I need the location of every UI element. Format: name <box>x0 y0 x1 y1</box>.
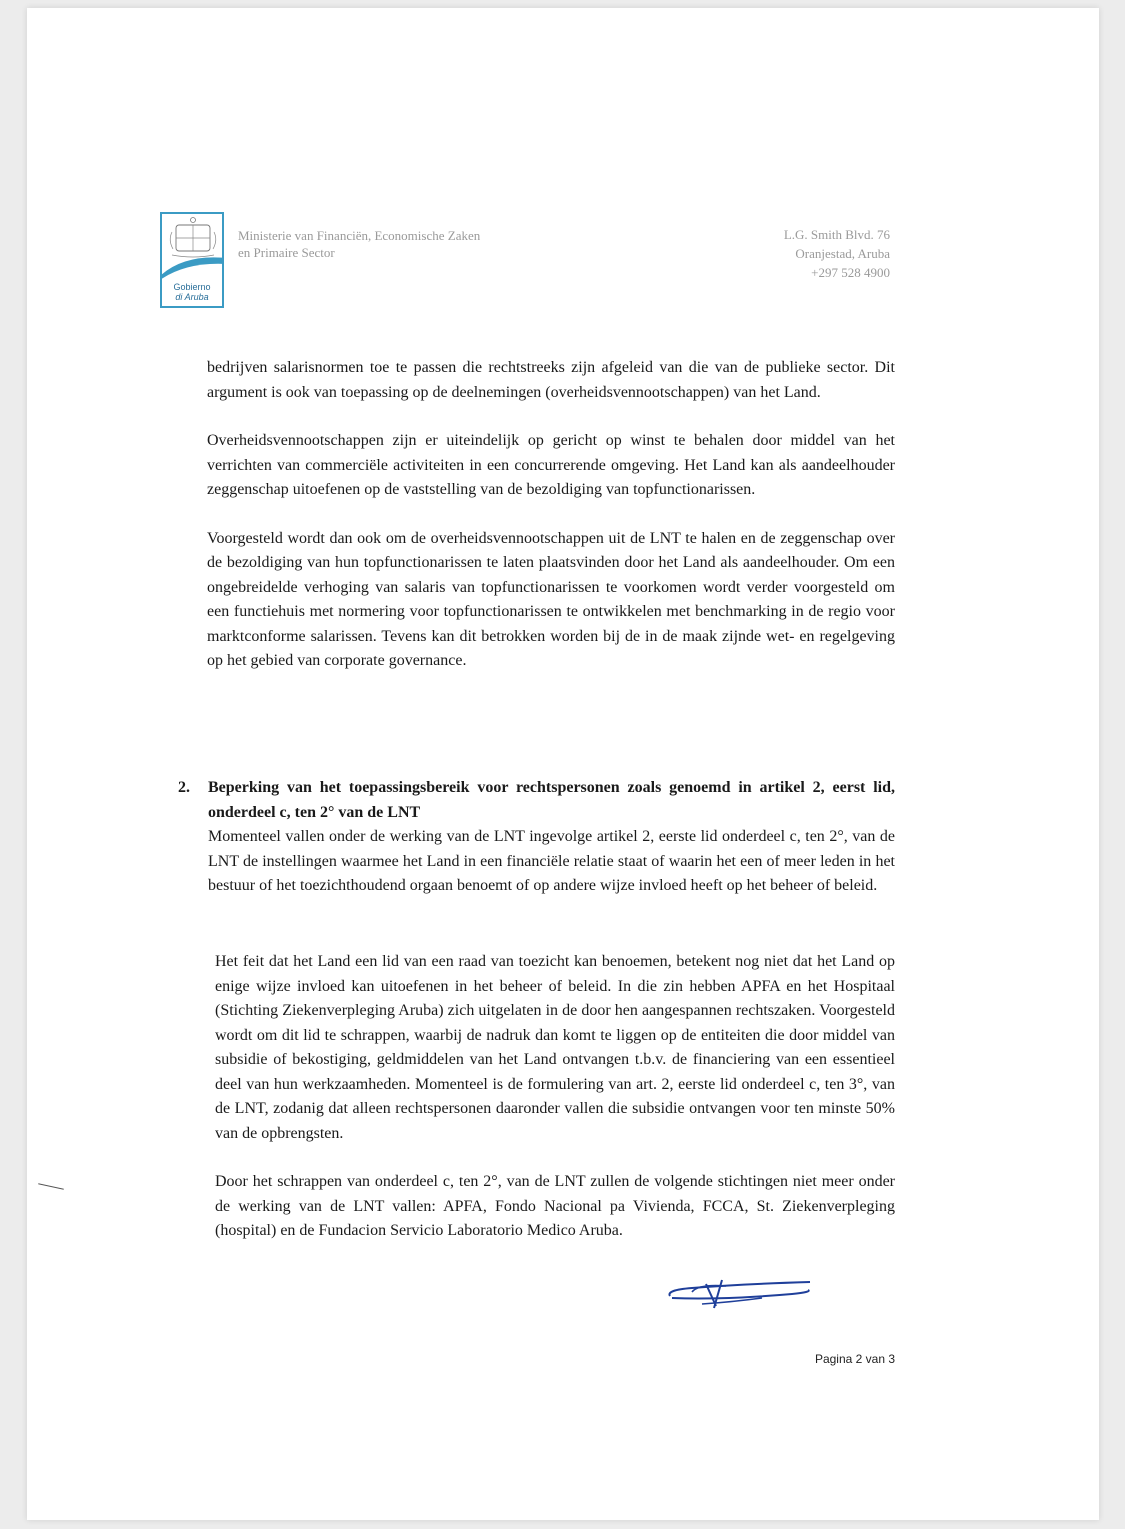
ministry-line1: Ministerie van Financiën, Economische Zaken <box>238 228 481 243</box>
logo-text-line2: di Aruba <box>175 292 209 302</box>
ministry-line2: en Primaire Sector <box>238 245 335 260</box>
gobierno-logo <box>160 212 224 308</box>
paragraph: Overheidsvennootschappen zijn er uiteindelijk op gericht op winst te behalen door middel van het verrichten van commerciële activiteiten in een concurrerende omgeving. Het Land kan als aandeelhouder zeggenschap uitoefenen op de vaststelling van de bezoldiging van topfunctionarissen. <box>207 432 895 498</box>
section-2-body <box>215 950 895 1268</box>
address-line2: Oranjestad, Aruba <box>795 246 890 261</box>
ministry-address <box>700 225 890 282</box>
signature-icon <box>662 1274 818 1314</box>
paragraph: Door het schrappen van onderdeel c, ten 2°, van de LNT zullen de volgende stichtingen niet meer onder de werking van de LNT vallen: APFA, Fondo Nacional pa Vivienda, FCCA, St. Ziekenverpleging (hospital) en de Fundacion Servicio Laboratorio Medico Aruba. <box>215 1173 895 1239</box>
address-line1: L.G. Smith Blvd. 76 <box>783 227 890 242</box>
body-text <box>207 356 895 698</box>
paragraph: Het feit dat het Land een lid van een raad van toezicht kan benoemen, betekent nog niet dat het Land op enige wijze invloed kan uitoefenen in het beheer of beleid. In die zin hebben APFA en het Hospitaal (Stichting Ziekenverpleging Aruba) zich uitgelaten in de door hen aangespannen rechtszaken. Voorgesteld wordt om dit lid te schrappen, waarbij de nadruk dan komt te liggen op de entiteiten die door middel van subsidie of bekostiging, geldmiddelen van het Land ontvangen t.b.v. de financiering van een essentieel deel van hun werkzaamheden. Momenteel is de formulering van art. 2, eerste lid onderdeel c, ten 3°, van de LNT, zodanig dat alleen rechtspersonen daaronder vallen die subsidie ontvangen voor ten minste 50% van de opbrengsten. <box>215 953 895 1142</box>
page-number: Pagina 2 van 3 <box>814 1352 895 1366</box>
address-line3: +297 528 4900 <box>811 265 890 280</box>
logo-text-line1: Gobierno <box>173 282 211 292</box>
section-title: Beperking van het toepassingsbereik voor rechtspersonen zoals genoemd in artikel 2, eerst lid, onderdeel c, ten 2° van de LNT <box>208 779 895 821</box>
paragraph: bedrijven salarisnormen toe te passen die rechtstreeks zijn afgeleid van die van de publieke sector. Dit argument is ook van toepassing op de deelnemingen (overheidsvennootschappen) van het Land. <box>207 359 895 401</box>
section-2 <box>178 776 895 899</box>
section-number: 2. <box>178 779 190 796</box>
ministry-name <box>238 227 558 261</box>
section-intro: Momenteel vallen onder de werking van de LNT ingevolge artikel 2, eerste lid onderdeel c, ten 2°, van de LNT de instellingen waarmee het Land in een financiële relatie staat of waarin het een of meer leden in het bestuur of het toezichthoudend orgaan benoemt of op andere wijze invloed heeft op het beheer of beleid. <box>208 828 895 894</box>
paragraph: Voorgesteld wordt dan ook om de overheidsvennootschappen uit de LNT te halen en de zeggenschap over de bezoldiging van hun topfunctionarissen te laten plaatsvinden door het Land als aandeelhouder. Om een ongebreidelde verhoging van salaris van topfunctionarissen te voorkomen wordt verder voorgesteld om een functiehuis met normering voor topfunctionarissen te ontwikkelen met benchmarking in de regio voor marktconforme salarissen. Tevens kan dit betrokken worden bij de in de maak zijnde wet- en regelgeving op het gebied van corporate governance. <box>207 529 895 669</box>
